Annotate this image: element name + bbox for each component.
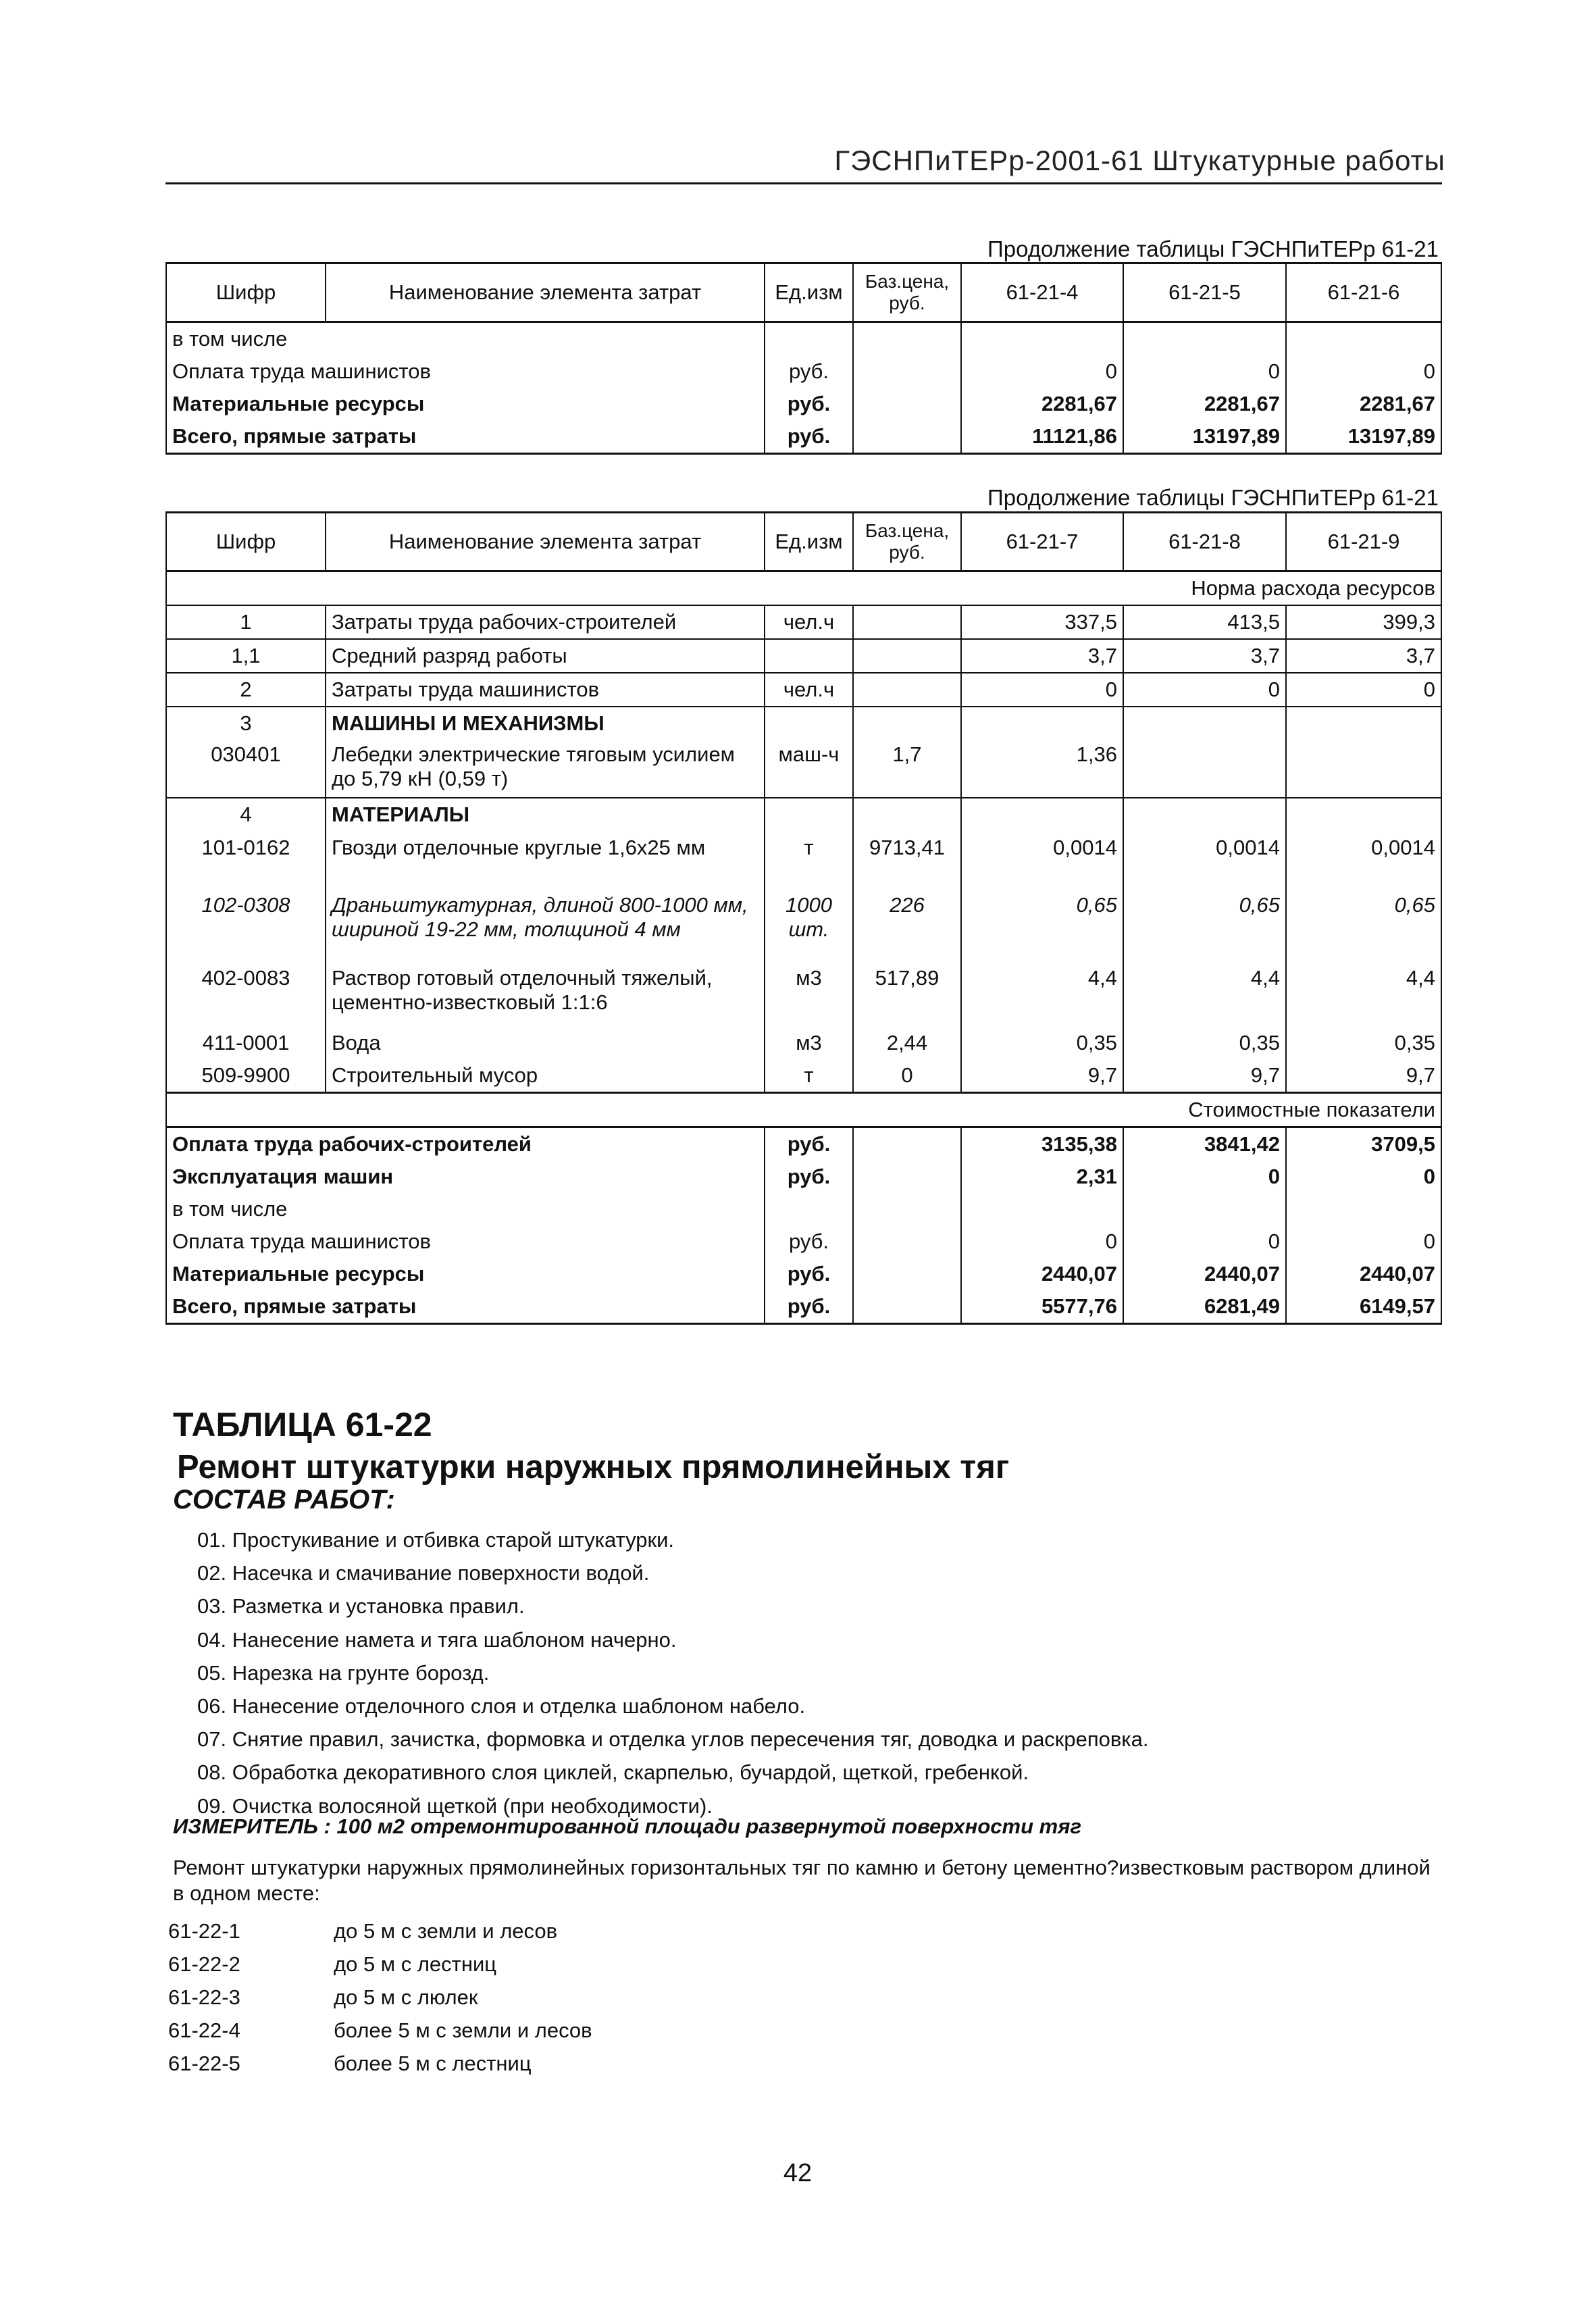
row-value-2: 0 (1123, 673, 1286, 707)
row-value-1: 3135,38 (961, 1127, 1123, 1161)
table-row (166, 322, 1441, 356)
row-price (853, 420, 961, 454)
header-rule (165, 182, 1442, 184)
row-price (853, 1193, 961, 1225)
row-code: 3 (166, 707, 326, 740)
row-code: 101-0162 (166, 831, 326, 865)
code-text: до 5 м с люлек (334, 1985, 478, 2009)
running-header: ГЭСНПиТЕРр-2001-61 Штукатурные работы (834, 145, 1445, 176)
list-item: 05. Нарезка на грунте борозд. (197, 1660, 490, 1685)
row-unit: чел.ч (765, 605, 853, 639)
row-code: 1 (166, 605, 326, 639)
row-value-2: 6281,49 (1123, 1290, 1286, 1324)
row-unit (765, 639, 853, 673)
row-value-2 (1123, 740, 1286, 798)
header-col2: 61-21-8 (1123, 513, 1286, 571)
header-col3: 61-21-6 (1286, 263, 1441, 322)
header-name: Наименование элемента затрат (326, 263, 765, 322)
list-item: 03. Разметка и установка правил. (197, 1594, 525, 1619)
row-value-2: 2440,07 (1123, 1258, 1286, 1290)
row-name: Затраты труда машинистов (326, 673, 765, 707)
row-name: Затраты труда рабочих-строителей (326, 605, 765, 639)
table2-continuation: Продолжение таблицы ГЭСНПиТЕРр 61-21 (987, 485, 1439, 510)
code-text: до 5 м с земли и лесов (334, 1919, 558, 1943)
cost-band-row (166, 1093, 1441, 1127)
row-price (853, 798, 961, 831)
row-price: 9713,41 (853, 831, 961, 865)
row-value-1: 5577,76 (961, 1290, 1123, 1324)
row-price (853, 1258, 961, 1290)
row-price (853, 673, 961, 707)
list-item: 02. Насечка и смачивание поверхности водой. (197, 1561, 650, 1585)
table-row (166, 962, 1441, 1027)
row-name: Средний разряд работы (326, 639, 765, 673)
row-name: Всего, прямые затраты (166, 1290, 765, 1324)
row-value-1: 0,65 (961, 865, 1123, 962)
row-value-3: 399,3 (1286, 605, 1441, 639)
row-value-3 (1286, 740, 1441, 798)
row-price (853, 388, 961, 420)
code-number: 61-22-1 (168, 1919, 240, 1943)
row-value-2: 9,7 (1123, 1059, 1286, 1093)
code-list (168, 1914, 592, 2080)
row-code: 030401 (166, 740, 326, 798)
table-row (166, 639, 1441, 673)
table-row (166, 673, 1441, 707)
row-price: 226 (853, 865, 961, 962)
header-unit: Ед.изм (765, 513, 853, 571)
table-row (166, 420, 1441, 454)
row-value-1: 9,7 (961, 1059, 1123, 1093)
row-value-2: 2281,67 (1123, 388, 1286, 420)
row-code: 1,1 (166, 639, 326, 673)
row-value-3 (1286, 322, 1441, 356)
row-value-1: 4,4 (961, 962, 1123, 1027)
row-value-1: 0 (961, 1225, 1123, 1258)
work-composition-heading: СОСТАВ РАБОТ: (173, 1485, 395, 1515)
section-title: ТАБЛИЦА 61-22 (173, 1406, 432, 1444)
row-price (853, 1161, 961, 1193)
row-name: Эксплуатация машин (166, 1161, 765, 1193)
row-value-3 (1286, 798, 1441, 831)
row-value-2: 3,7 (1123, 639, 1286, 673)
row-unit: т (765, 1059, 853, 1093)
row-value-1: 2,31 (961, 1161, 1123, 1193)
table-row (166, 798, 1441, 831)
row-value-3: 3,7 (1286, 639, 1441, 673)
row-value-1 (961, 707, 1123, 740)
row-price (853, 1225, 961, 1258)
row-value-1: 3,7 (961, 639, 1123, 673)
header-col1: 61-21-4 (961, 263, 1123, 322)
row-unit: т (765, 831, 853, 865)
list-item (168, 1981, 592, 2014)
code-number: 61-22-5 (168, 2052, 240, 2075)
header-shifr: Шифр (166, 513, 326, 571)
row-code: 411-0001 (166, 1027, 326, 1059)
row-value-3: 0 (1286, 355, 1441, 388)
row-name: Лебедки электрические тяговым усилием до 5,79 кН (0,59 т) (326, 740, 765, 798)
list-item: 04. Нанесение намета и тяга шаблоном начерно. (197, 1627, 677, 1652)
list-item: 08. Обработка декоративного слоя циклей, скарпелью, бучардой, щеткой, гребенкой. (197, 1760, 1029, 1785)
row-price: 2,44 (853, 1027, 961, 1059)
row-unit (765, 322, 853, 356)
table-row (166, 740, 1441, 798)
row-unit: руб. (765, 1225, 853, 1258)
header-name: Наименование элемента затрат (326, 513, 765, 571)
row-value-3: 9,7 (1286, 1059, 1441, 1093)
work-steps-list (197, 1523, 1148, 1823)
row-price (853, 322, 961, 356)
row-value-2: 0 (1123, 355, 1286, 388)
table1-continuation: Продолжение таблицы ГЭСНПиТЕРр 61-21 (987, 236, 1439, 261)
header-unit: Ед.изм (765, 263, 853, 322)
section-description: Ремонт штукатурки наружных прямолинейных горизонтальных тяг по камню и бетону цементно?известковым раствором длиной в одном месте: (173, 1856, 1431, 1905)
table-row (166, 355, 1441, 388)
row-price (853, 355, 961, 388)
row-unit: руб. (765, 355, 853, 388)
code-text: до 5 м с лестниц (334, 1952, 497, 1976)
table-row (166, 388, 1441, 420)
row-unit (765, 798, 853, 831)
row-price (853, 639, 961, 673)
header-price: Баз.цена, руб. (853, 263, 961, 322)
row-value-2: 413,5 (1123, 605, 1286, 639)
row-value-3: 2281,67 (1286, 388, 1441, 420)
row-value-1: 0 (961, 355, 1123, 388)
row-value-1: 2281,67 (961, 388, 1123, 420)
header-col1: 61-21-7 (961, 513, 1123, 571)
row-value-3: 4,4 (1286, 962, 1441, 1027)
table-row (166, 707, 1441, 740)
list-item (168, 2014, 592, 2047)
row-unit: руб. (765, 420, 853, 454)
row-value-2 (1123, 322, 1286, 356)
row-price (853, 1127, 961, 1161)
row-name: МАТЕРИАЛЫ (326, 798, 765, 831)
row-value-1: 0,0014 (961, 831, 1123, 865)
row-name: Вода (326, 1027, 765, 1059)
row-value-1: 0,35 (961, 1027, 1123, 1059)
row-value-2: 0,65 (1123, 865, 1286, 962)
row-unit: м3 (765, 962, 853, 1027)
row-value-3: 6149,57 (1286, 1290, 1441, 1324)
row-unit (765, 707, 853, 740)
row-value-2: 3841,42 (1123, 1127, 1286, 1161)
row-name: Оплата труда машинистов (166, 1225, 765, 1258)
row-price: 0 (853, 1059, 961, 1093)
code-text: более 5 м с земли и лесов (334, 2018, 592, 2042)
table-row (166, 605, 1441, 639)
row-name: Материальные ресурсы (166, 1258, 765, 1290)
table-row (166, 1161, 1441, 1193)
row-unit: руб. (765, 388, 853, 420)
row-value-3: 13197,89 (1286, 420, 1441, 454)
row-name: Раствор готовый отделочный тяжелый, цементно-известковый 1:1:6 (326, 962, 765, 1027)
header-col2: 61-21-5 (1123, 263, 1286, 322)
row-value-3: 3709,5 (1286, 1127, 1441, 1161)
row-unit: руб. (765, 1161, 853, 1193)
row-price (853, 605, 961, 639)
table-row (166, 1193, 1441, 1225)
row-value-2: 4,4 (1123, 962, 1286, 1027)
row-unit (765, 1193, 853, 1225)
table-row (166, 1258, 1441, 1290)
row-name: Оплата труда рабочих-строителей (166, 1127, 765, 1161)
row-unit: 1000 шт. (765, 865, 853, 962)
table-row (166, 1225, 1441, 1258)
row-value-2 (1123, 798, 1286, 831)
row-value-2 (1123, 707, 1286, 740)
row-unit: чел.ч (765, 673, 853, 707)
norm-label: Норма расхода ресурсов (166, 571, 1441, 606)
table2 (165, 511, 1442, 1325)
measurement-unit: ИЗМЕРИТЕЛЬ : 100 м2 отремонтированной площади развернутой поверхности тяг (173, 1814, 1081, 1838)
row-value-2 (1123, 1193, 1286, 1225)
table1 (165, 262, 1442, 455)
row-unit: руб. (765, 1290, 853, 1324)
cost-label: Стоимостные показатели (166, 1093, 1441, 1127)
row-name: в том числе (166, 1193, 765, 1225)
list-item (168, 1914, 592, 1948)
row-value-1: 1,36 (961, 740, 1123, 798)
row-name: Драньштукатурная, длиной 800-1000 мм, шириной 19-22 мм, толщиной 4 мм (326, 865, 765, 962)
row-value-3: 0,65 (1286, 865, 1441, 962)
table-row (166, 831, 1441, 865)
row-value-2: 0,0014 (1123, 831, 1286, 865)
row-value-1: 2440,07 (961, 1258, 1123, 1290)
row-price: 1,7 (853, 740, 961, 798)
row-price (853, 707, 961, 740)
row-code: 2 (166, 673, 326, 707)
row-value-3: 0 (1286, 1225, 1441, 1258)
row-value-3 (1286, 1193, 1441, 1225)
row-value-3: 0,35 (1286, 1027, 1441, 1059)
list-item (168, 1948, 592, 1981)
row-price (853, 1290, 961, 1324)
row-value-1: 11121,86 (961, 420, 1123, 454)
row-name: в том числе (166, 322, 765, 356)
table-row (166, 1127, 1441, 1161)
list-item: 06. Нанесение отделочного слоя и отделка шаблоном набело. (197, 1694, 806, 1718)
row-name: Оплата труда машинистов (166, 355, 765, 388)
list-item: 09. Очистка волосяной щеткой (при необходимости). (197, 1794, 713, 1818)
row-value-2: 13197,89 (1123, 420, 1286, 454)
table-row (166, 1290, 1441, 1324)
table-row (166, 865, 1441, 962)
page-number: 42 (783, 2159, 813, 2187)
list-item: 07. Снятие правил, зачистка, формовка и отделка углов пересечения тяг, доводка и раскреповка. (197, 1727, 1149, 1752)
row-unit: руб. (765, 1258, 853, 1290)
row-value-1: 337,5 (961, 605, 1123, 639)
row-value-3: 0 (1286, 673, 1441, 707)
header-price: Баз.цена, руб. (853, 513, 961, 571)
row-value-1 (961, 798, 1123, 831)
row-value-2: 0,35 (1123, 1027, 1286, 1059)
row-value-1: 0 (961, 673, 1123, 707)
row-name: Всего, прямые затраты (166, 420, 765, 454)
row-code: 402-0083 (166, 962, 326, 1027)
row-price: 517,89 (853, 962, 961, 1027)
row-name: Строительный мусор (326, 1059, 765, 1093)
code-number: 61-22-3 (168, 1985, 240, 2009)
section-subtitle: Ремонт штукатурки наружных прямолинейных тяг (177, 1449, 1010, 1485)
row-value-2: 0 (1123, 1161, 1286, 1193)
row-value-3: 0 (1286, 1161, 1441, 1193)
code-text: более 5 м с лестниц (334, 2052, 532, 2075)
table1-header-row (166, 263, 1441, 322)
header-col3: 61-21-9 (1286, 513, 1441, 571)
header-shifr: Шифр (166, 263, 326, 322)
row-name: Гвозди отделочные круглые 1,6х25 мм (326, 831, 765, 865)
row-value-3: 2440,07 (1286, 1258, 1441, 1290)
row-value-1 (961, 1193, 1123, 1225)
table-row (166, 1027, 1441, 1059)
row-code: 102-0308 (166, 865, 326, 962)
row-value-2: 0 (1123, 1225, 1286, 1258)
row-value-3: 0,0014 (1286, 831, 1441, 865)
list-item: 01. Простукивание и отбивка старой штукатурки. (197, 1528, 675, 1552)
norm-band-row (166, 571, 1441, 606)
table2-header-row (166, 513, 1441, 571)
code-number: 61-22-4 (168, 2018, 240, 2042)
row-unit: м3 (765, 1027, 853, 1059)
row-value-1 (961, 322, 1123, 356)
table-row (166, 1059, 1441, 1093)
row-name: Материальные ресурсы (166, 388, 765, 420)
row-value-3 (1286, 707, 1441, 740)
row-code: 509-9900 (166, 1059, 326, 1093)
row-unit: руб. (765, 1127, 853, 1161)
row-name: МАШИНЫ И МЕХАНИЗМЫ (326, 707, 765, 740)
row-unit: маш-ч (765, 740, 853, 798)
list-item (168, 2047, 592, 2080)
row-code: 4 (166, 798, 326, 831)
code-number: 61-22-2 (168, 1952, 240, 1976)
